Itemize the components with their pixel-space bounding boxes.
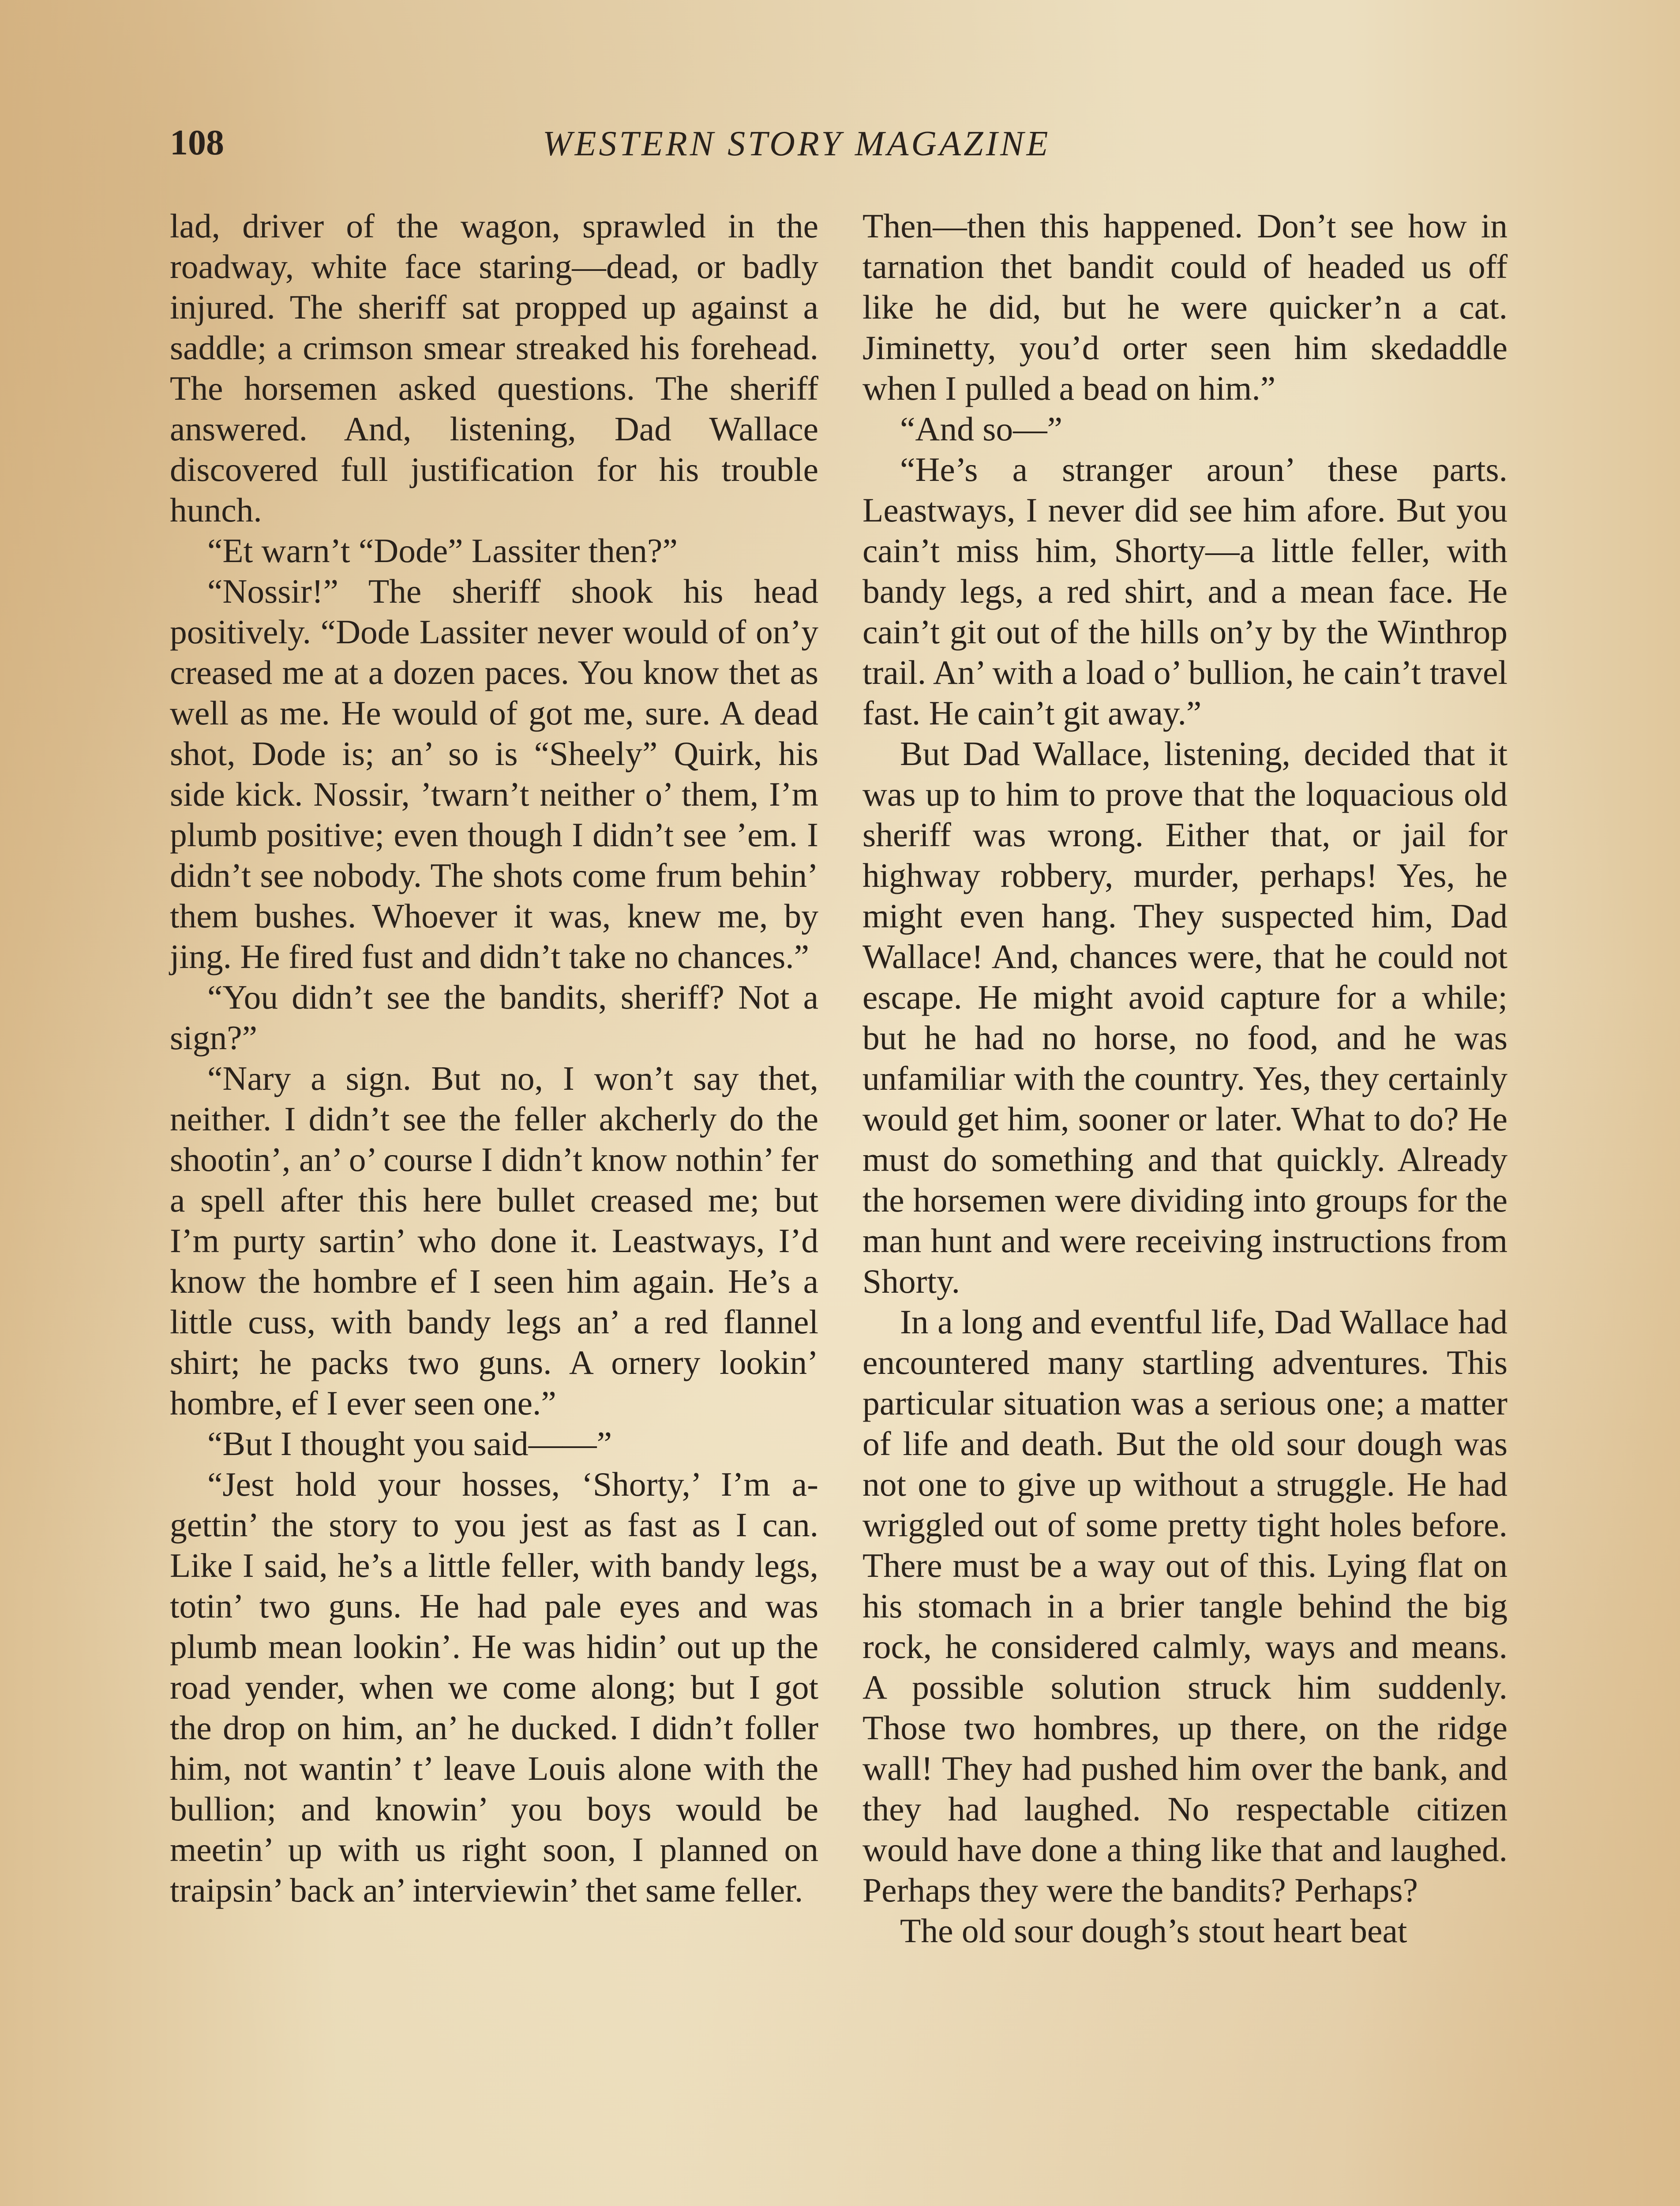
paragraph: The old sour dough’s stout heart beat <box>900 1912 1407 1950</box>
paragraph: “But I thought you said——” <box>207 1425 612 1463</box>
paragraph: In a long and eventful life, Dad Wallace had encountered many startling adventures. This particular situation was a serious one; a matter of life and death. But the old sour dough was not one to give up without a struggle. He had wriggled out of some pretty tight holes before. There must be a way out of this. Lying flat on his stomach in a brier tangle behind the big rock, he considered calmly, ways and means. A possible solution struck him suddenly. Those two hombres, up there, on the ridge wall! They had pushed him over the bank, and they had laughed. No respectable citizen would have done a thing like that and laughed. Perhaps they were the bandits? Perhaps? <box>862 1303 1508 1909</box>
paragraph: Then—then this happened. Don’t see how in tarnation thet bandit could of headed us off like he did, but he were quicker’n a cat. Jiminetty, you’d orter seen him skedaddle when I pulled a bead on him.” <box>862 207 1508 407</box>
left-column <box>170 206 818 1910</box>
page-number: 108 <box>170 122 224 162</box>
paragraph: lad, driver of the wagon, sprawled in the roadway, white face staring—dead, or badly injured. The sheriff sat propped up against a saddle; a crimson smear streaked his forehead. The horsemen asked questions. The sheriff answered. And, listening, Dad Wallace discovered full justification for his trouble hunch. <box>170 207 818 529</box>
paragraph: But Dad Wallace, listening, decided that it was up to him to prove that the loquacious old sheriff was wrong. Either that, or jail for highway robbery, murder, perhaps! Yes, he might even hang. They suspected him, Dad Wallace! And, chances were, that he could not escape. He might avoid capture for a while; but he had no horse, no food, and he was unfamiliar with the country. Yes, they certainly would get him, sooner or later. What to do? He must do something and that quickly. Already the horsemen were dividing into groups for the man hunt and were receiving instructions from Shorty. <box>862 735 1508 1300</box>
paragraph: “Jest hold your hosses, ‘Shorty,’ I’m a-gettin’ the story to you jest as fast as I can. Like I said, he’s a little feller, with bandy legs, totin’ two guns. He had pale eyes and was plumb mean lookin’. He was hidin’ out up the road yender, when we come along; but I got the drop on him, an’ he ducked. I didn’t foller him, not wantin’ t’ leave Louis alone with the bullion; and knowin’ you boys would be meetin’ up with us right soon, I planned on traipsin’ back an’ interviewin’ thet same feller. <box>170 1465 818 1909</box>
paragraph: “And so—” <box>900 410 1063 448</box>
paragraph: “He’s a stranger aroun’ these parts. Leastways, I never did see him afore. But you cain’t miss him, Shorty—a little feller, with bandy legs, a red shirt, and a mean face. He cain’t git out of the hills on’y by the Winthrop trail. An’ with a load o’ bullion, he cain’t travel fast. He cain’t git away.” <box>862 450 1508 732</box>
paragraph: “Nary a sign. But no, I won’t say thet, neither. I didn’t see the feller akcherly do the shootin’, an’ o’ course I didn’t know nothin’ fer a spell after this here bullet creased me; but I’m purty sartin’ who done it. Leastways, I’d know the hombre ef I seen him again. He’s a little cuss, with bandy legs an’ a red flannel shirt; he packs two guns. A ornery lookin’ hombre, ef I ever seen one.” <box>170 1059 818 1422</box>
running-head: WESTERN STORY MAGAZINE <box>543 124 1051 163</box>
paragraph: “Nossir!” The sheriff shook his head positively. “Dode Lassiter never would of on’y creased me at a dozen paces. You know thet as well as me. He would of got me, sure. A dead shot, Dode is; an’ so is “Sheely” Quirk, his side kick. Nossir, ’twarn’t neither o’ them, I’m plumb positive; even though I didn’t see ’em. I didn’t see nobody. The shots come frum behin’ them bushes. Whoever it was, knew me, by jing. He fired fust and didn’t take no chances.” <box>170 572 818 975</box>
paragraph: “Et warn’t “Dode” Lassiter then?” <box>207 532 678 570</box>
paragraph: “You didn’t see the bandits, sheriff? Not a sign?” <box>170 978 818 1057</box>
right-column <box>862 206 1508 1951</box>
